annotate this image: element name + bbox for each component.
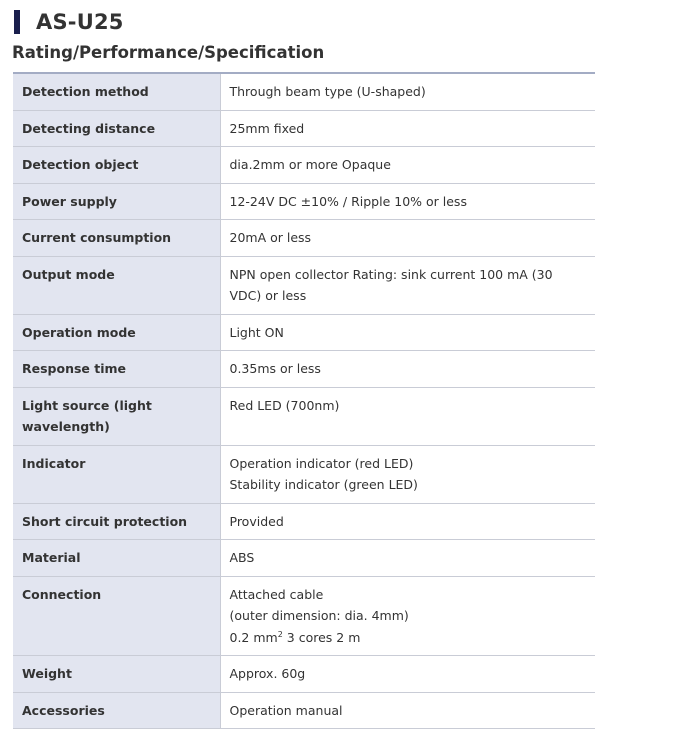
cable-size-text: 0.2 mm (229, 629, 278, 645)
table-row (13, 387, 595, 445)
spec-value-line: Stability indicator (green LED) (229, 477, 418, 492)
spec-label: Output mode (13, 256, 220, 314)
spec-label: Power supply (13, 183, 220, 220)
spec-value (220, 256, 595, 314)
spec-value (220, 73, 595, 110)
spec-value (220, 692, 595, 729)
spec-label: Indicator (13, 445, 220, 503)
spec-label: Detecting distance (13, 110, 220, 147)
spec-value-line: Operation indicator (red LED) (229, 455, 414, 471)
spec-value (220, 445, 595, 503)
spec-value (220, 503, 595, 540)
spec-value-line (230, 627, 588, 649)
spec-label: Detection method (13, 73, 220, 110)
table-row (13, 503, 595, 540)
page-title: AS-U25 (36, 10, 124, 34)
spec-label: Current consumption (13, 220, 220, 257)
spec-label: Detection object (13, 147, 220, 184)
table-row (13, 110, 595, 147)
spec-label: Material (13, 540, 220, 577)
spec-value-line: ABS (229, 550, 255, 565)
spec-label: Light source (light wavelength) (13, 387, 220, 445)
table-row (13, 183, 595, 220)
spec-value-line: Approx. 60g (229, 666, 306, 681)
spec-label: Accessories (13, 692, 220, 729)
spec-value (220, 576, 595, 656)
spec-value (220, 351, 595, 388)
table-row (13, 692, 595, 729)
spec-value (220, 387, 595, 445)
spec-label: Short circuit protection (13, 503, 220, 540)
spec-value (220, 183, 595, 220)
spec-value-line: Attached cable (229, 586, 324, 602)
table-row (13, 656, 595, 693)
superscript-exponent: 2 (277, 629, 283, 639)
spec-value-line: Light ON (229, 324, 284, 340)
cable-cores-text: 3 cores 2 m (282, 629, 361, 645)
spec-value (220, 540, 595, 577)
spec-value (220, 220, 595, 257)
spec-value-line: Through beam type (U-shaped) (229, 84, 426, 99)
spec-value-line: Provided (229, 513, 284, 529)
spec-label: Weight (13, 656, 220, 693)
spec-label: Operation mode (13, 314, 220, 351)
table-row (13, 351, 595, 388)
table-row (13, 147, 595, 184)
page-title-block (14, 10, 124, 34)
title-accent-bar (14, 10, 20, 34)
spec-value (220, 656, 595, 693)
table-row (13, 445, 595, 503)
spec-value (220, 110, 595, 147)
table-row (13, 256, 595, 314)
spec-value-line: 20mA or less (229, 230, 312, 245)
spec-value (220, 314, 595, 351)
table-row (13, 540, 595, 577)
spec-value-line: 0.35ms or less (229, 361, 321, 376)
table-row (13, 576, 595, 656)
section-subtitle: Rating/Performance/Specification (12, 43, 325, 62)
table-row (13, 220, 595, 257)
spec-value-line: 25mm fixed (229, 120, 305, 136)
spec-value (220, 147, 595, 184)
spec-value-line: dia.2mm or more Opaque (229, 157, 391, 172)
table-row (13, 314, 595, 351)
specification-table (13, 72, 595, 729)
spec-label: Connection (13, 576, 220, 656)
spec-value-line: NPN open collector Rating: sink current 100 mA (30 VDC) or less (229, 266, 553, 303)
spec-value-line: 12-24V DC ±10% / Ripple 10% or less (229, 193, 467, 209)
spec-value-line: Operation manual (229, 702, 343, 718)
spec-label: Response time (13, 351, 220, 388)
spec-value-line: Red LED (700nm) (229, 397, 340, 413)
table-row (13, 73, 595, 110)
spec-value-line: (outer dimension: dia. 4mm) (229, 608, 409, 623)
